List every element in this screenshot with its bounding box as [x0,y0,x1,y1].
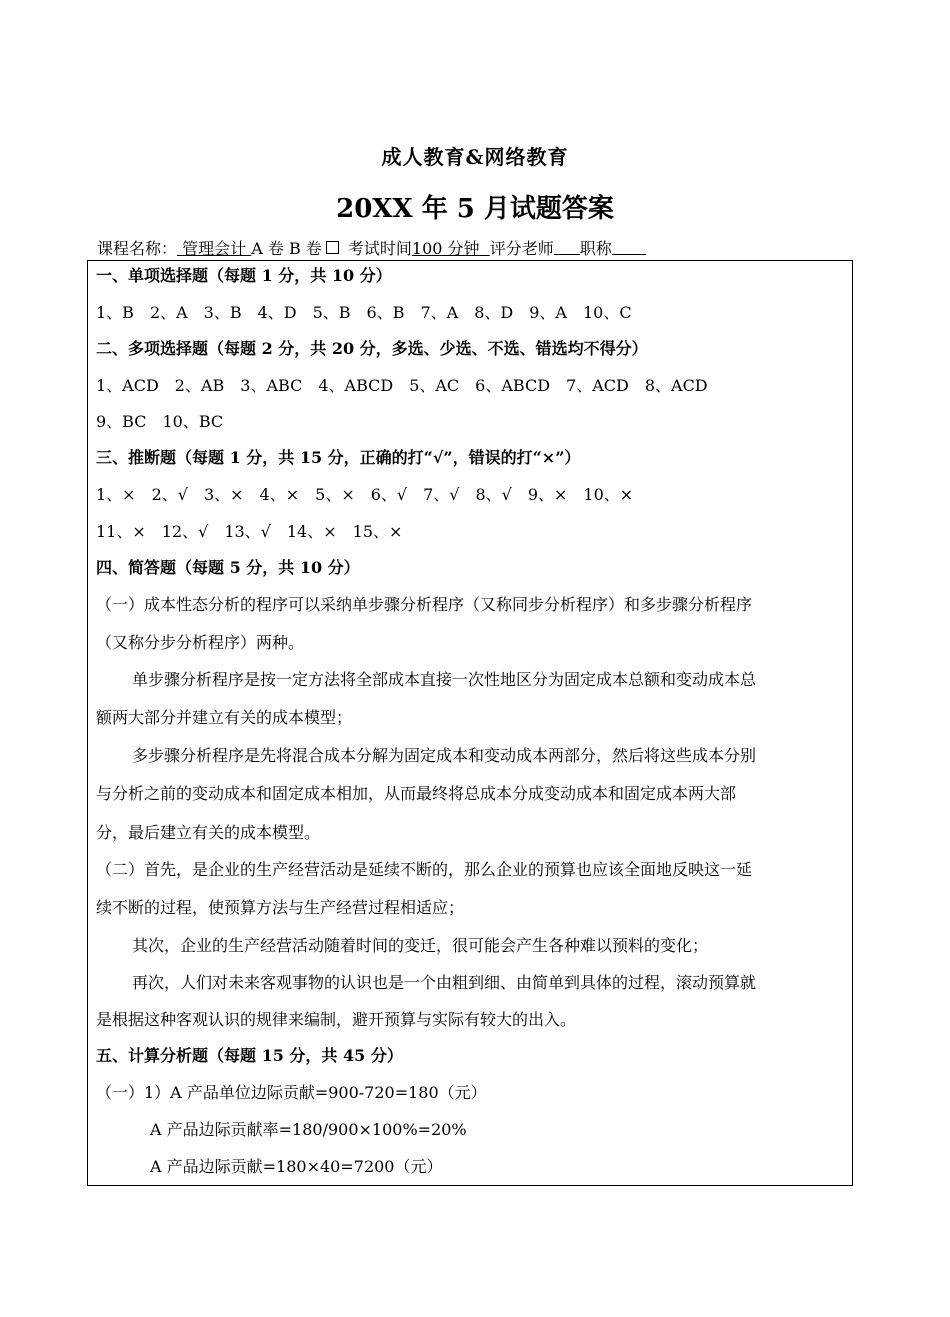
section-1-answers: 1、B 2、A 3、B 4、D 5、B 6、B 7、A 8、D 9、A 10、C [96,303,632,322]
section-4-heading: 四、简答题（每题 5 分，共 10 分） [96,558,360,577]
title-label: 职称 [579,239,612,258]
section-3-heading: 三、推断题（每题 1 分，共 15 分，正确的打“√”，错误的打“×”） [96,448,581,467]
section-3-answers-line-2: 11、× 12、√ 13、√ 14、× 15、× [96,522,403,541]
section-4-para-3-line-2: 与分析之前的变动成本和固定成本相加，从而最终将总成本分成变动成本和固定成本两大部 [96,784,737,803]
section-5-heading: 五、计算分析题（每题 15 分，共 45 分） [96,1046,403,1065]
section-4-para-3-line-3: 分，最后建立有关的成本模型。 [96,823,321,842]
course-info-line [97,236,646,259]
course-label: 课程名称： [97,239,178,258]
section-4-para-2-line-1: 单步骤分析程序是按一定方法将全部成本直接一次性地区分为固定成本总额和变动成本总 [132,670,757,689]
section-2-answers-line-1: 1、ACD 2、AB 3、ABC 4、ABCD 5、AC 6、ABCD 7、ACD 8、ACD [96,376,708,395]
exam-time-label: 考试时间 [347,239,412,258]
grader-label: 评分老师 [489,239,554,258]
section-1-heading: 一、单项选择题（每题 1 分，共 10 分） [96,266,392,285]
section-4-para-3-line-1: 多步骤分析程序是先将混合成本分解为固定成本和变动成本两部分，然后将这些成本分别 [132,746,757,765]
org-header: 成人教育&网络教育 [381,145,569,169]
section-5-line-1: （一）1）A 产品单位边际贡献=900-720=180（元） [96,1083,487,1102]
section-4-para-6-line-1: 再次，人们对未来客观事物的认识也是一个由粗到细、由简单到具体的过程，滚动预算就 [132,973,757,992]
section-4-para-1-line-1: （一）成本性态分析的程序可以采纳单步骤分析程序（又称同步分析程序）和多步骤分析程序 [96,595,753,614]
section-5-line-3: A 产品边际贡献=180×40=7200（元） [150,1157,443,1176]
section-4-para-4-line-1: （二）首先，是企业的生产经营活动是延续不断的，那么企业的预算也应该全面地反映这一延 [96,860,753,879]
section-2-heading: 二、多项选择题（每题 2 分，共 20 分，多选、少选、不选、错选均不得分） [96,339,648,358]
exam-time-value: 100 分钟 [411,239,480,258]
checkbox[interactable] [326,241,339,254]
page-title: 20XX 年 5 月试题答案 [336,194,614,224]
title-blank [612,240,646,255]
section-4-para-4-line-2: 续不断的过程，使预算方法与生产经营过程相适应； [96,898,465,917]
section-3-answers-line-1: 1、× 2、√ 3、× 4、× 5、× 6、√ 7、√ 8、√ 9、× 10、× [96,485,634,504]
section-4-para-5-line-1: 其次，企业的生产经营活动随着时间的变迁，很可能会产生各种难以预料的变化； [132,936,709,955]
course-value: 管理会计 [182,239,247,258]
section-4-para-1-line-2: （又称分步分析程序）两种。 [96,633,305,652]
grader-blank [554,240,580,255]
section-4-para-6-line-2: 是根据这种客观认识的规律来编制，避开预算与实际有较大的出入。 [96,1010,577,1029]
section-2-answers-line-2: 9、BC 10、BC [96,412,224,431]
paper-options: A 卷 B 卷 [251,239,322,258]
section-4-para-2-line-2: 额两大部分并建立有关的成本模型； [96,708,353,727]
section-5-line-2: A 产品边际贡献率=180/900×100%=20% [150,1120,467,1139]
